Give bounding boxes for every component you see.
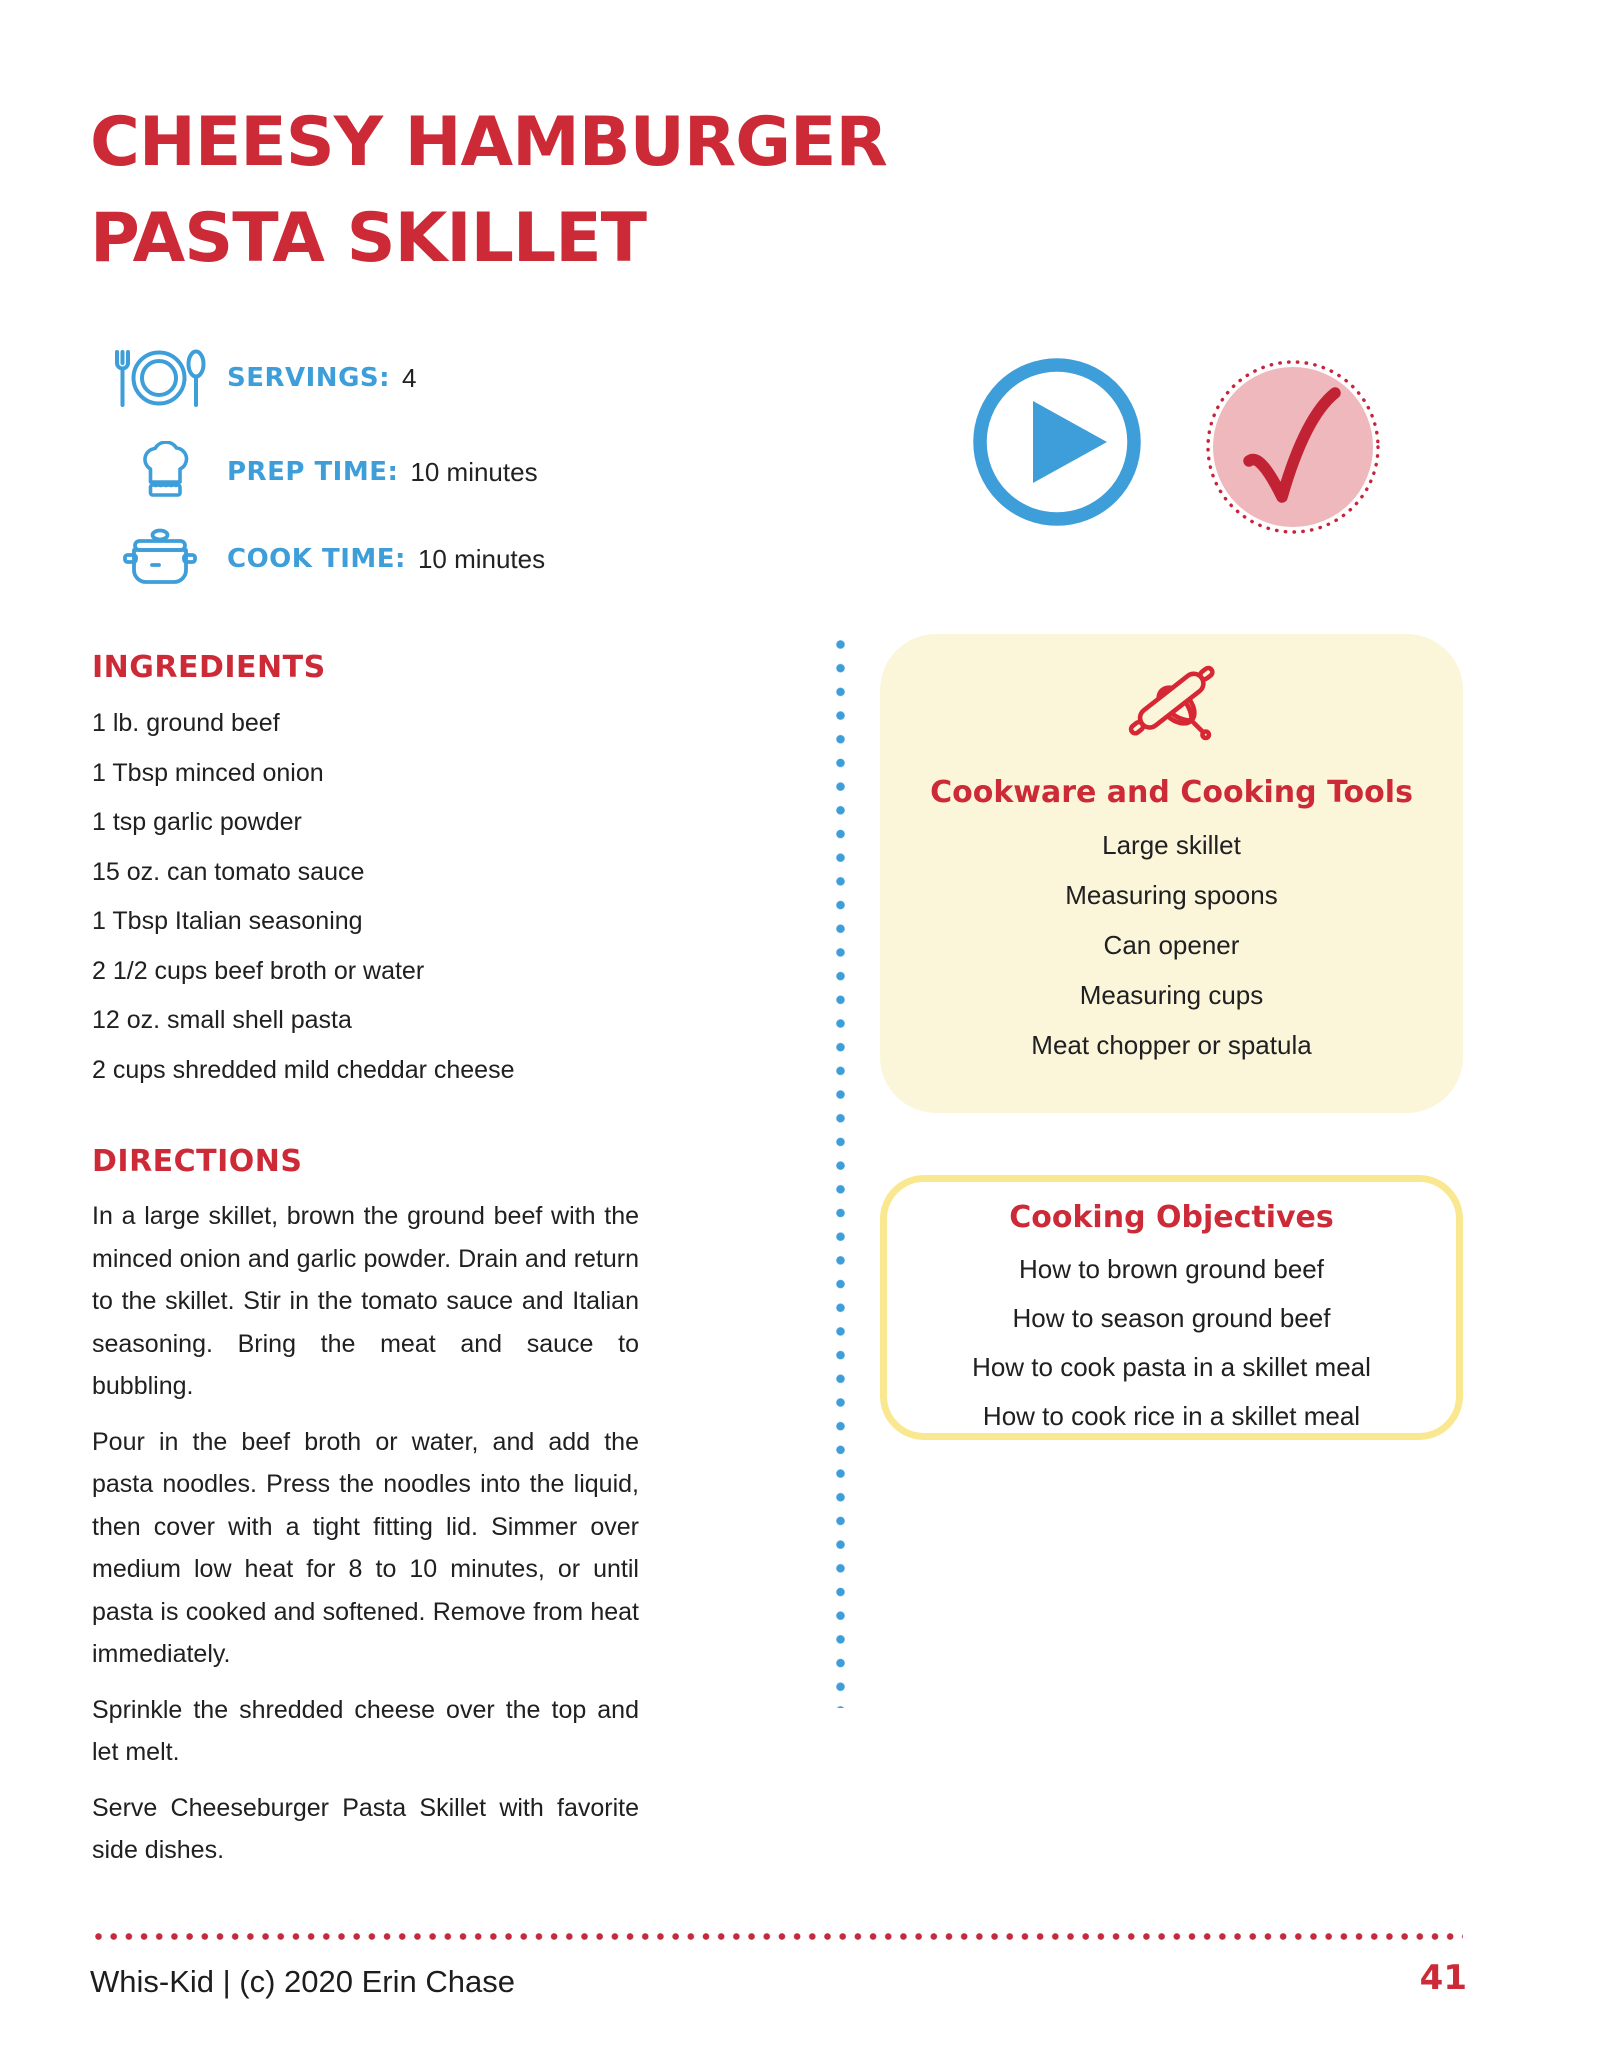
cooking-objectives-box (880, 1175, 1463, 1440)
objective-item: How to season ground beef (1012, 1303, 1331, 1333)
cook-time-label: COOK TIME: (227, 544, 406, 574)
ingredient-item: 1 tsp garlic powder (92, 808, 302, 836)
cookware-box (880, 634, 1463, 1113)
objective-item: How to cook rice in a skillet meal (982, 1401, 1361, 1431)
play-button[interactable] (972, 357, 1142, 527)
cookware-item: Large skillet (1102, 830, 1241, 860)
ingredients-list (92, 699, 652, 1095)
prep-time-label: PREP TIME: (227, 457, 399, 487)
ingredient-item: 1 Tbsp minced onion (92, 758, 324, 787)
cookware-item: Meat chopper or spatula (1031, 1030, 1312, 1060)
objective-item: How to brown ground beef (1019, 1254, 1324, 1284)
directions-paragraph: Pour in the beef broth or water, and add the pasta noodles. Press the noodles into the liquid, then cover with a tight fitting lid. Simmer over medium low heat for 8 to 10 minutes, or until pasta is cooked and softened. Remove from heat immediately. (92, 1427, 639, 1668)
servings-label: SERVINGS: (227, 363, 391, 393)
directions-paragraph: In a large skillet, brown the ground beef with the minced onion and garlic powder. Drain and return to the skillet. Stir in the tomato sauce and Italian seasoning. Bring the meat and sauce to bubbling. (92, 1202, 639, 1400)
cook-time-value: 10 minutes (417, 543, 546, 574)
cook-time-row (0, 528, 760, 590)
prep-time-value: 10 minutes (410, 456, 538, 487)
ingredients-heading: INGREDIENTS (92, 650, 326, 685)
page-title-line2: PASTA SKILLET (90, 199, 647, 278)
ingredients-section (92, 650, 652, 1095)
directions-paragraphs (92, 1195, 639, 1872)
directions-heading: DIRECTIONS (92, 1144, 303, 1179)
cookware-item: Measuring spoons (1065, 880, 1278, 910)
checkmark-icon (1205, 359, 1381, 535)
prep-time-row (0, 441, 760, 503)
fork-plate-spoon-icon (112, 347, 206, 409)
directions-paragraph: Sprinkle the shredded cheese over the top and let melt. (92, 1695, 639, 1766)
dotted-divider-vertical (836, 640, 845, 1708)
servings-value: 4 (402, 362, 417, 393)
completed-check-badge[interactable] (1205, 359, 1381, 535)
pot-icon (122, 528, 198, 592)
page-number: 41 (1419, 1958, 1467, 1998)
ingredient-item: 12 oz. small shell pasta (92, 1006, 352, 1034)
objective-item: How to cook pasta in a skillet meal (972, 1352, 1371, 1382)
chef-hat-icon (136, 441, 194, 503)
dotted-divider-horizontal (95, 1933, 1463, 1940)
ingredient-item: 2 1/2 cups beef broth or water (92, 956, 425, 985)
directions-paragraph: Serve Cheeseburger Pasta Skillet with favorite side dishes. (92, 1793, 639, 1864)
play-icon (972, 357, 1142, 527)
page-title (90, 95, 990, 287)
footer-credit: Whis-Kid | (c) 2020 Erin Chase (90, 1964, 515, 1999)
ingredient-item: 2 cups shredded mild cheddar cheese (92, 1055, 515, 1084)
cookware-item: Measuring cups (1079, 980, 1264, 1010)
cookware-list (880, 820, 1463, 1070)
ingredient-item: 15 oz. can tomato sauce (92, 857, 365, 886)
whisk-rolling-pin-icon (1116, 646, 1228, 756)
objectives-list (887, 1245, 1456, 1441)
cookware-heading: Cookware and Cooking Tools (930, 775, 1413, 810)
page-title-line1: CHEESY HAMBURGER (90, 103, 887, 182)
cookware-item: Can opener (1103, 930, 1240, 960)
servings-row (0, 347, 760, 409)
ingredient-item: 1 Tbsp Italian seasoning (92, 907, 363, 935)
directions-section (92, 1144, 639, 1885)
objectives-heading: Cooking Objectives (1009, 1200, 1334, 1235)
ingredient-item: 1 lb. ground beef (92, 709, 280, 737)
